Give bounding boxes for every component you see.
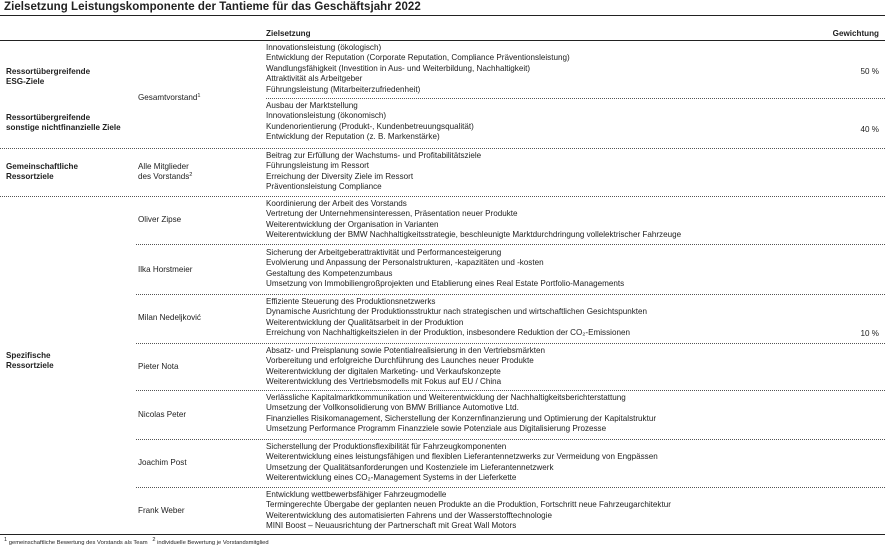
- goal-item: Weiterentwicklung eines leistungsfähigen und flexiblen Lieferantennetzwerks zur Vermeidung von Engpässen: [266, 452, 658, 462]
- goal-item: Entwicklung der Reputation (z. B. Markenstärke): [266, 132, 440, 142]
- goal-item: Dynamische Ausrichtung der Produktionsstruktur nach strategischen und wirtschaftlichen Gesichtspunkten: [266, 307, 648, 317]
- row-divider: [136, 487, 885, 488]
- goal-item: Weiterentwicklung der Qualitätsarbeit in der Produktion: [266, 317, 464, 327]
- row-divider: [136, 439, 885, 440]
- goal-item: Führungsleistung (Mitarbeiterzufriedenheit): [266, 84, 421, 94]
- row-divider: [136, 244, 885, 245]
- header-rule: [0, 40, 885, 41]
- goal-item: Weiterentwicklung eines CO₂-Management Systems in der Lieferkette: [266, 473, 517, 483]
- title-rule: [0, 15, 885, 16]
- footnote-ref-1: 1: [197, 93, 201, 99]
- member-gesamtvorstand: [138, 93, 260, 103]
- goal-item: Erreichung der Diversity Ziele im Ressort: [266, 171, 414, 181]
- footnote-number-1: 1: [4, 537, 8, 543]
- member-name: Ilka Horstmeier: [138, 265, 193, 274]
- goal-item: Attraktivität als Arbeitgeber: [266, 74, 363, 84]
- member-name: Nicolas Peter: [138, 410, 187, 419]
- footnote-text-2: individuelle Bewertung je Vorstandsmitglied: [157, 540, 269, 546]
- row-divider: [266, 98, 885, 99]
- goal-item: Gestaltung des Kompetenzumbaus: [266, 268, 393, 278]
- footnote-text-1: gemeinschaftliche Bewertung des Vorstands als Team: [8, 540, 148, 546]
- goal-item: Weiterentwicklung der digitalen Marketing- und Verkaufskonzepte: [266, 366, 501, 376]
- goals-member: [266, 393, 826, 435]
- table-title: Zielsetzung Leistungskomponente der Tantieme für das Geschäftsjahr 2022: [4, 1, 421, 13]
- goal-item: Führungsleistung im Ressort: [266, 161, 370, 171]
- category-specific-line2: Ressortziele: [6, 361, 54, 371]
- goals-member: [266, 442, 826, 484]
- goal-item: Umsetzung der Vollkonsolidierung von BMW Brilliance Automotive Ltd.: [266, 403, 519, 413]
- footnote-ref-2: 2: [189, 172, 193, 179]
- category-nonfin: [6, 113, 131, 134]
- goal-item: Evolvierung und Anpassung der Personalstrukturen, -kapazitäten und -kosten: [266, 258, 544, 268]
- member-alle-line1: Alle Mitglieder: [138, 162, 189, 171]
- goal-item: Weiterentwicklung der Organisation in Varianten: [266, 219, 439, 229]
- goal-item: Wandlungsfähigkeit (Investition in Aus- und Weiterbildung, Nachhaltigkeit): [266, 63, 531, 73]
- header-goals: Zielsetzung: [266, 29, 311, 38]
- goals-member: [266, 248, 826, 290]
- goal-item: Entwicklung der Reputation (Corporate Reputation, Compliance Präventionsleistung): [266, 53, 570, 63]
- goals-member: [266, 346, 826, 388]
- bottom-rule: [0, 534, 885, 535]
- goal-item: Effiziente Steuerung des Produktionsnetzwerks: [266, 297, 436, 306]
- goal-item: Umsetzung von Immobiliengroßprojekten und Etablierung eines Real Estate Portfolio-Managements: [266, 279, 625, 289]
- category-esg-line1: Ressortübergreifende: [6, 67, 91, 76]
- category-common-line2: Ressortziele: [6, 172, 54, 182]
- goal-item: Umsetzung der Qualitätsanforderungen und Kostenziele im Lieferantennetzwerk: [266, 462, 554, 472]
- weight-nonfin: 40 %: [860, 125, 879, 134]
- goals-member: [266, 490, 826, 532]
- category-nonfin-line2: sonstige nichtfinanzielle Ziele: [6, 123, 121, 133]
- row-divider: [136, 390, 885, 391]
- member-name: Joachim Post: [138, 458, 187, 467]
- goal-item: Innovationsleistung (ökologisch): [266, 43, 382, 52]
- row-divider: [0, 196, 885, 197]
- member-name: Frank Weber: [138, 506, 185, 515]
- member-alle: [138, 162, 260, 183]
- weight-specific: 10 %: [860, 329, 879, 338]
- header-weight: Gewichtung: [832, 29, 879, 38]
- category-nonfin-line1: Ressortübergreifende: [6, 113, 91, 122]
- goal-item: Vorbereitung und erfolgreiche Durchführung des Launches neuer Produkte: [266, 356, 534, 366]
- row-divider: [136, 294, 885, 295]
- goal-item: Weiterentwicklung des automatisierten Fahrens und der Wasserstofftechnologie: [266, 510, 552, 520]
- goal-item: MINI Boost – Neuausrichtung der Partnerschaft mit Great Wall Motors: [266, 521, 517, 531]
- goals-nonfin: [266, 101, 826, 143]
- goal-item: Koordinierung der Arbeit des Vorstands: [266, 199, 407, 208]
- goal-item: Weiterentwicklung des Vertriebsmodells mit Fokus auf EU / China: [266, 377, 502, 387]
- goal-item: Verlässliche Kapitalmarktkommunikation und Weiterentwicklung der Nachhaltigkeitsberichterstattung: [266, 393, 626, 402]
- category-common: [6, 162, 131, 183]
- footnotes: [4, 538, 269, 548]
- member-gesamtvorstand-label: Gesamtvorstand: [138, 93, 198, 102]
- goal-item: Ausbau der Marktstellung: [266, 101, 358, 110]
- goal-item: Kundenorientierung (Produkt-, Kundenbetreuungsqualität): [266, 121, 474, 131]
- goal-item: Finanzielles Risikomanagement, Sicherstellung der Konzernfinanzierung und Optimierung der Kapitalstruktur: [266, 413, 657, 423]
- member-name: Milan Nedeljković: [138, 313, 201, 322]
- member-alle-line2: des Vorstands: [138, 172, 190, 182]
- goal-item: Erreichung von Nachhaltigkeitszielen in der Produktion, insbesondere Reduktion der CO₂-Emissionen: [266, 328, 630, 338]
- goal-item: Beitrag zur Erfüllung der Wachstums- und Profitabilitätsziele: [266, 151, 482, 160]
- category-specific-line1: Spezifische: [6, 351, 51, 360]
- category-common-line1: Gemeinschaftliche: [6, 162, 78, 171]
- category-esg: [6, 67, 131, 88]
- goals-member: [266, 297, 826, 339]
- row-divider: [0, 148, 885, 149]
- goals-member: [266, 199, 826, 241]
- footnote-number-2: 2: [152, 537, 156, 543]
- member-name: Pieter Nota: [138, 362, 179, 371]
- goal-item: Sicherung der Arbeitgeberattraktivität und Performancesteigerung: [266, 248, 502, 257]
- goal-item: Entwicklung wettbewerbsfähiger Fahrzeugmodelle: [266, 490, 447, 499]
- goals-esg: [266, 43, 826, 95]
- goal-item: Umsetzung Performance Programm Finanzziele sowie Potenziale aus Digitalisierung Prozesse: [266, 424, 607, 434]
- goal-item: Vertretung der Unternehmensinteressen, Präsentation neuer Produkte: [266, 209, 518, 219]
- goal-item: Innovationsleistung (ökonomisch): [266, 111, 387, 121]
- goal-item: Weiterentwicklung der BMW Nachhaltigkeitsstrategie, beschleunigte Marktdurchdringung vollelektrischer Fahrzeuge: [266, 230, 682, 240]
- goals-common: [266, 151, 826, 193]
- member-name: Oliver Zipse: [138, 215, 182, 224]
- row-divider: [136, 343, 885, 344]
- goal-item: Präventionsleistung Compliance: [266, 182, 382, 192]
- weight-esg: 50 %: [860, 67, 879, 76]
- goal-item: Sicherstellung der Produktionsflexibilität für Fahrzeugkomponenten: [266, 442, 507, 451]
- category-esg-line2: ESG-Ziele: [6, 77, 45, 87]
- goal-item: Termingerechte Übergabe der geplanten neuen Produkte an die Produktion, Fortschritt neue Fahrzeugarchitektur: [266, 500, 671, 510]
- goal-item: Absatz- und Preisplanung sowie Potentialrealisierung in den Vertriebsmärkten: [266, 346, 545, 355]
- category-specific: [6, 351, 131, 372]
